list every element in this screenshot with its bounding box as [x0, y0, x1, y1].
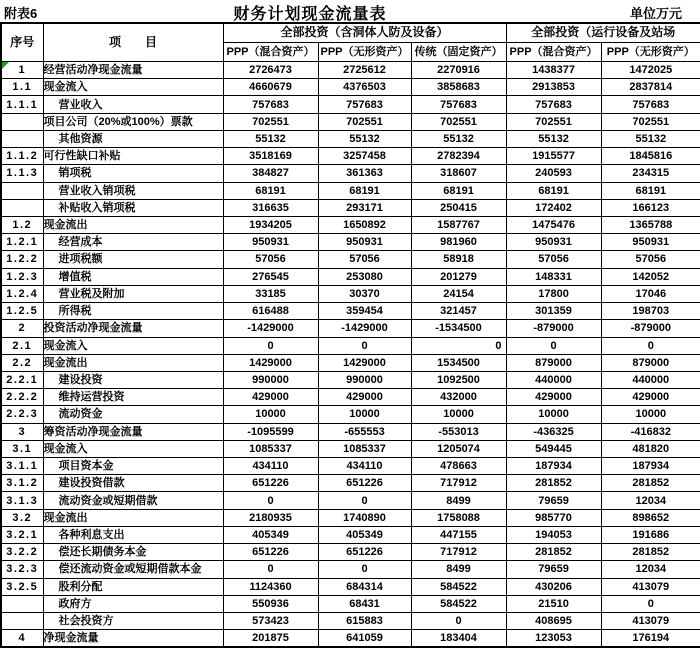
- item-label-cell: 净现金流量: [43, 630, 223, 647]
- table-row: [1, 79, 700, 96]
- value-cell: 481820: [601, 440, 700, 457]
- value-cell: 879000: [601, 354, 700, 371]
- serial-number-cell: 3.1.3: [1, 492, 43, 509]
- serial-number-cell: 1.2.2: [1, 251, 43, 268]
- value-cell: 55132: [411, 130, 506, 147]
- value-cell: 0: [318, 337, 411, 354]
- table-row: [1, 320, 700, 337]
- value-cell: 898652: [601, 509, 700, 526]
- value-cell: 405349: [223, 526, 318, 543]
- value-cell: 584522: [411, 595, 506, 612]
- header-ppp-intangible-assets-2: PPP（无形资产）: [601, 43, 700, 62]
- value-cell: 55132: [601, 130, 700, 147]
- value-cell: 651226: [318, 475, 411, 492]
- value-cell: 201875: [223, 630, 318, 647]
- value-cell: 33185: [223, 285, 318, 302]
- table-row: [1, 199, 700, 216]
- value-cell: 68191: [506, 182, 601, 199]
- item-label-cell: 所得税: [43, 303, 223, 320]
- value-cell: 198703: [601, 303, 700, 320]
- value-cell: 187934: [601, 458, 700, 475]
- serial-number-cell: 3.2.2: [1, 544, 43, 561]
- table-row: [1, 492, 700, 509]
- value-cell: 0: [318, 561, 411, 578]
- value-cell: -553013: [411, 423, 506, 440]
- serial-number-cell: [1, 613, 43, 630]
- value-cell: -1429000: [223, 320, 318, 337]
- item-label-cell: 补贴收入销项税: [43, 199, 223, 216]
- table-row: [1, 371, 700, 388]
- item-label-cell: 现金流入: [43, 79, 223, 96]
- item-label-cell: 股利分配: [43, 578, 223, 595]
- value-cell: 12034: [601, 492, 700, 509]
- table-row: [1, 475, 700, 492]
- value-cell: 30370: [318, 285, 411, 302]
- value-cell: 429000: [506, 389, 601, 406]
- value-cell: 176194: [601, 630, 700, 647]
- serial-number-cell: 1.1.3: [1, 165, 43, 182]
- value-cell: -436325: [506, 423, 601, 440]
- value-cell: 950931: [601, 234, 700, 251]
- value-cell: 717912: [411, 544, 506, 561]
- value-cell: 240593: [506, 165, 601, 182]
- serial-number-cell: 1.2.4: [1, 285, 43, 302]
- value-cell: 79659: [506, 492, 601, 509]
- table-row: [1, 526, 700, 543]
- value-cell: 702551: [223, 113, 318, 130]
- value-cell: 57056: [506, 251, 601, 268]
- value-cell: 8499: [411, 492, 506, 509]
- table-row: [1, 62, 700, 79]
- value-cell: 2725612: [318, 62, 411, 79]
- value-cell: 429000: [601, 389, 700, 406]
- value-cell: 183404: [411, 630, 506, 647]
- value-cell: 990000: [318, 371, 411, 388]
- item-label-cell: 营业收入销项税: [43, 182, 223, 199]
- value-cell: 1915577: [506, 148, 601, 165]
- serial-number-cell: 1.2.3: [1, 268, 43, 285]
- value-cell: 429000: [318, 389, 411, 406]
- value-cell: 0: [223, 561, 318, 578]
- item-label-cell: 投资活动净现金流量: [43, 320, 223, 337]
- item-label-cell: 现金流入: [43, 337, 223, 354]
- value-cell: 17800: [506, 285, 601, 302]
- value-cell: 0: [223, 337, 318, 354]
- value-cell: 12034: [601, 561, 700, 578]
- value-cell: 10000: [318, 406, 411, 423]
- value-cell: 281852: [601, 544, 700, 561]
- serial-number-cell: 1.2.1: [1, 234, 43, 251]
- item-label-cell: 增值税: [43, 268, 223, 285]
- item-label-cell: 各种利息支出: [43, 526, 223, 543]
- value-cell: 1085337: [318, 440, 411, 457]
- serial-number-cell: 3.2.1: [1, 526, 43, 543]
- value-cell: 440000: [601, 371, 700, 388]
- value-cell: 2726473: [223, 62, 318, 79]
- serial-number-cell: [1, 199, 43, 216]
- table-row: [1, 96, 700, 113]
- value-cell: 413079: [601, 613, 700, 630]
- value-cell: 2913853: [506, 79, 601, 96]
- value-cell: 276545: [223, 268, 318, 285]
- table-row: [1, 423, 700, 440]
- value-cell: 384827: [223, 165, 318, 182]
- table-row: [1, 561, 700, 578]
- page-title: 财务计划现金流量表: [233, 6, 387, 23]
- value-cell: 1758088: [411, 509, 506, 526]
- table-row: [1, 130, 700, 147]
- value-cell: 651226: [223, 544, 318, 561]
- value-cell: 3518169: [223, 148, 318, 165]
- value-cell: 1534500: [411, 354, 506, 371]
- value-cell: 1845816: [601, 148, 700, 165]
- serial-number-cell: 2.2.2: [1, 389, 43, 406]
- serial-number-cell: 1.1: [1, 79, 43, 96]
- value-cell: 702551: [411, 113, 506, 130]
- value-cell: 615883: [318, 613, 411, 630]
- serial-number-cell: [1, 113, 43, 130]
- value-cell: -1095599: [223, 423, 318, 440]
- item-label-cell: 进项税额: [43, 251, 223, 268]
- value-cell: 413079: [601, 578, 700, 595]
- table-header: [1, 23, 700, 62]
- serial-number-cell: 3.1.1: [1, 458, 43, 475]
- value-cell: 757683: [318, 96, 411, 113]
- value-cell: 281852: [601, 475, 700, 492]
- header-traditional-fixed-assets: 传统（固定资产）: [411, 43, 506, 62]
- value-cell: 68191: [411, 182, 506, 199]
- value-cell: 430206: [506, 578, 601, 595]
- value-cell: 68191: [223, 182, 318, 199]
- value-cell: -879000: [506, 320, 601, 337]
- value-cell: 293171: [318, 199, 411, 216]
- table-row: [1, 234, 700, 251]
- value-cell: 478663: [411, 458, 506, 475]
- value-cell: 321457: [411, 303, 506, 320]
- serial-number-cell: 1.2: [1, 216, 43, 233]
- item-label-cell: 维持运营投资: [43, 389, 223, 406]
- table-row: [1, 613, 700, 630]
- item-label-cell: 其他资源: [43, 130, 223, 147]
- table-row: [1, 389, 700, 406]
- value-cell: 55132: [506, 130, 601, 147]
- serial-number-cell: 1: [1, 62, 43, 79]
- item-label-cell: 可行性缺口补贴: [43, 148, 223, 165]
- green-triangle-marker-icon: [2, 62, 9, 69]
- value-cell: 55132: [223, 130, 318, 147]
- value-cell: 4376503: [318, 79, 411, 96]
- header-ppp-mixed-assets-2: PPP（混合资产）: [506, 43, 601, 62]
- value-cell: 187934: [506, 458, 601, 475]
- value-cell: 8499: [411, 561, 506, 578]
- value-cell: 142052: [601, 268, 700, 285]
- value-cell: 405349: [318, 526, 411, 543]
- serial-number-cell: 3.2.5: [1, 578, 43, 595]
- value-cell: 950931: [318, 234, 411, 251]
- value-cell: 651226: [223, 475, 318, 492]
- item-label-cell: 偿还流动资金或短期借款本金: [43, 561, 223, 578]
- table-row: [1, 148, 700, 165]
- value-cell: 684314: [318, 578, 411, 595]
- item-label-cell: 经营成本: [43, 234, 223, 251]
- serial-number-cell: 3.2.3: [1, 561, 43, 578]
- serial-number-cell: 2.1: [1, 337, 43, 354]
- item-label-cell: 偿还长期债务本金: [43, 544, 223, 561]
- value-cell: 1475476: [506, 216, 601, 233]
- serial-number-cell: 3.1: [1, 440, 43, 457]
- value-cell: 434110: [223, 458, 318, 475]
- value-cell: 550936: [223, 595, 318, 612]
- value-cell: 1438377: [506, 62, 601, 79]
- serial-number-cell: 1.1.2: [1, 148, 43, 165]
- value-cell: 316635: [223, 199, 318, 216]
- value-cell: 166123: [601, 199, 700, 216]
- value-cell: 1472025: [601, 62, 700, 79]
- value-cell: 10000: [601, 406, 700, 423]
- value-cell: 702551: [318, 113, 411, 130]
- value-cell: 0: [223, 492, 318, 509]
- serial-number-cell: 2: [1, 320, 43, 337]
- value-cell: 10000: [506, 406, 601, 423]
- serial-number-cell: 1.2.5: [1, 303, 43, 320]
- value-cell: 1085337: [223, 440, 318, 457]
- value-cell: 4660679: [223, 79, 318, 96]
- serial-number-cell: 3: [1, 423, 43, 440]
- value-cell: 440000: [506, 371, 601, 388]
- header-item: 项 目: [43, 23, 223, 62]
- value-cell: 24154: [411, 285, 506, 302]
- value-cell: 301359: [506, 303, 601, 320]
- value-cell: 359454: [318, 303, 411, 320]
- value-cell: 191686: [601, 526, 700, 543]
- value-cell: 651226: [318, 544, 411, 561]
- value-cell: 1092500: [411, 371, 506, 388]
- item-label-cell: 现金流出: [43, 354, 223, 371]
- table-row: [1, 509, 700, 526]
- item-label-cell: 销项税: [43, 165, 223, 182]
- value-cell: 981960: [411, 234, 506, 251]
- cash-flow-table: [0, 22, 700, 648]
- value-cell: 757683: [411, 96, 506, 113]
- value-cell: 2782394: [411, 148, 506, 165]
- value-cell: 58918: [411, 251, 506, 268]
- value-cell: 10000: [223, 406, 318, 423]
- value-cell: 17046: [601, 285, 700, 302]
- header-group-total-investment-tunnel: 全部投资（含洞体人防及设备）: [223, 23, 506, 43]
- value-cell: 3257458: [318, 148, 411, 165]
- serial-number-cell: 2.2.1: [1, 371, 43, 388]
- value-cell: 584522: [411, 578, 506, 595]
- value-cell: 757683: [223, 96, 318, 113]
- title-bar: [0, 0, 700, 22]
- table-row: [1, 303, 700, 320]
- value-cell: -1429000: [318, 320, 411, 337]
- item-label-cell: 流动资金: [43, 406, 223, 423]
- value-cell: 990000: [223, 371, 318, 388]
- value-cell: 429000: [223, 389, 318, 406]
- value-cell: 250415: [411, 199, 506, 216]
- value-cell: 57056: [601, 251, 700, 268]
- value-cell: 148331: [506, 268, 601, 285]
- table-row: [1, 458, 700, 475]
- serial-number-cell: 3.2: [1, 509, 43, 526]
- value-cell: 68191: [601, 182, 700, 199]
- value-cell: 1934205: [223, 216, 318, 233]
- serial-number-cell: 2.2: [1, 354, 43, 371]
- header-ppp-intangible-assets-1: PPP（无形资产）: [318, 43, 411, 62]
- value-cell: 641059: [318, 630, 411, 647]
- value-cell: 318607: [411, 165, 506, 182]
- value-cell: 57056: [318, 251, 411, 268]
- value-cell: 616488: [223, 303, 318, 320]
- header-ppp-mixed-assets-1: PPP（混合资产）: [223, 43, 318, 62]
- table-row: [1, 113, 700, 130]
- value-cell: 1124360: [223, 578, 318, 595]
- value-cell: 172402: [506, 199, 601, 216]
- serial-number-cell: 2.2.3: [1, 406, 43, 423]
- table-row: [1, 595, 700, 612]
- serial-number-cell: [1, 130, 43, 147]
- item-label-cell: 项目公司（20%或100%）票款: [43, 113, 223, 130]
- item-label-cell: 营业收入: [43, 96, 223, 113]
- value-cell: 1365788: [601, 216, 700, 233]
- value-cell: 57056: [223, 251, 318, 268]
- table-row: [1, 578, 700, 595]
- value-cell: 1205074: [411, 440, 506, 457]
- item-label-cell: 社会投资方: [43, 613, 223, 630]
- value-cell: 1740890: [318, 509, 411, 526]
- item-label-cell: 现金流入: [43, 440, 223, 457]
- table-row: [1, 285, 700, 302]
- value-cell: 281852: [506, 475, 601, 492]
- value-cell: 0: [318, 492, 411, 509]
- value-cell: 2180935: [223, 509, 318, 526]
- table-row: [1, 165, 700, 182]
- value-cell: -655553: [318, 423, 411, 440]
- value-cell: 253080: [318, 268, 411, 285]
- value-cell: -416832: [601, 423, 700, 440]
- value-cell: 717912: [411, 475, 506, 492]
- table-row: [1, 354, 700, 371]
- table-row: [1, 268, 700, 285]
- value-cell: 985770: [506, 509, 601, 526]
- value-cell: 281852: [506, 544, 601, 561]
- value-cell: 361363: [318, 165, 411, 182]
- table-row: [1, 182, 700, 199]
- serial-number-cell: 1.1.1: [1, 96, 43, 113]
- value-cell: 702551: [506, 113, 601, 130]
- value-cell: 757683: [506, 96, 601, 113]
- value-cell: 21510: [506, 595, 601, 612]
- value-cell: 549445: [506, 440, 601, 457]
- item-label-cell: 项目资本金: [43, 458, 223, 475]
- item-label-cell: 经营活动净现金流量: [43, 62, 223, 79]
- value-cell: -1534500: [411, 320, 506, 337]
- value-cell: 79659: [506, 561, 601, 578]
- value-cell: 68431: [318, 595, 411, 612]
- value-cell: 194053: [506, 526, 601, 543]
- value-cell: 55132: [318, 130, 411, 147]
- item-label-cell: 现金流出: [43, 216, 223, 233]
- header-group-total-investment-equipment: 全部投资（运行设备及站场: [506, 23, 700, 43]
- value-cell: 201279: [411, 268, 506, 285]
- value-cell: 0: [411, 613, 506, 630]
- table-row: [1, 630, 700, 647]
- value-cell: 0: [601, 337, 700, 354]
- value-cell: 573423: [223, 613, 318, 630]
- item-label-cell: 筹资活动净现金流量: [43, 423, 223, 440]
- item-label-cell: 建设投资: [43, 371, 223, 388]
- value-cell: 702551: [601, 113, 700, 130]
- table-row: [1, 251, 700, 268]
- item-label-cell: 现金流出: [43, 509, 223, 526]
- value-cell: 432000: [411, 389, 506, 406]
- value-cell: 2270916: [411, 62, 506, 79]
- value-cell: 950931: [506, 234, 601, 251]
- header-serial-number: 序号: [1, 23, 43, 62]
- sheet-label: 附表6: [4, 6, 38, 21]
- value-cell: 1587767: [411, 216, 506, 233]
- value-cell: 757683: [601, 96, 700, 113]
- table-body: [1, 62, 700, 648]
- value-cell: 234315: [601, 165, 700, 182]
- serial-number-cell: 3.1.2: [1, 475, 43, 492]
- table-row: [1, 544, 700, 561]
- serial-number-cell: [1, 182, 43, 199]
- value-cell: 3858683: [411, 79, 506, 96]
- value-cell: 1429000: [318, 354, 411, 371]
- value-cell: 10000: [411, 406, 506, 423]
- table-row: [1, 406, 700, 423]
- table-row: [1, 216, 700, 233]
- value-cell: 0: [601, 595, 700, 612]
- value-cell: 434110: [318, 458, 411, 475]
- unit-label: 单位万元: [629, 6, 682, 21]
- value-cell: 0: [506, 337, 601, 354]
- item-label-cell: 建设投资借款: [43, 475, 223, 492]
- value-cell: 0: [411, 337, 506, 354]
- value-cell: 1429000: [223, 354, 318, 371]
- value-cell: 408695: [506, 613, 601, 630]
- value-cell: 2837814: [601, 79, 700, 96]
- item-label-cell: 流动资金或短期借款: [43, 492, 223, 509]
- serial-number-cell: [1, 595, 43, 612]
- table-row: [1, 440, 700, 457]
- item-label-cell: 政府方: [43, 595, 223, 612]
- value-cell: 68191: [318, 182, 411, 199]
- value-cell: 1650892: [318, 216, 411, 233]
- value-cell: 123053: [506, 630, 601, 647]
- table-row: [1, 337, 700, 354]
- value-cell: 879000: [506, 354, 601, 371]
- item-label-cell: 营业税及附加: [43, 285, 223, 302]
- value-cell: 447155: [411, 526, 506, 543]
- serial-number-cell: 4: [1, 630, 43, 647]
- value-cell: -879000: [601, 320, 700, 337]
- value-cell: 950931: [223, 234, 318, 251]
